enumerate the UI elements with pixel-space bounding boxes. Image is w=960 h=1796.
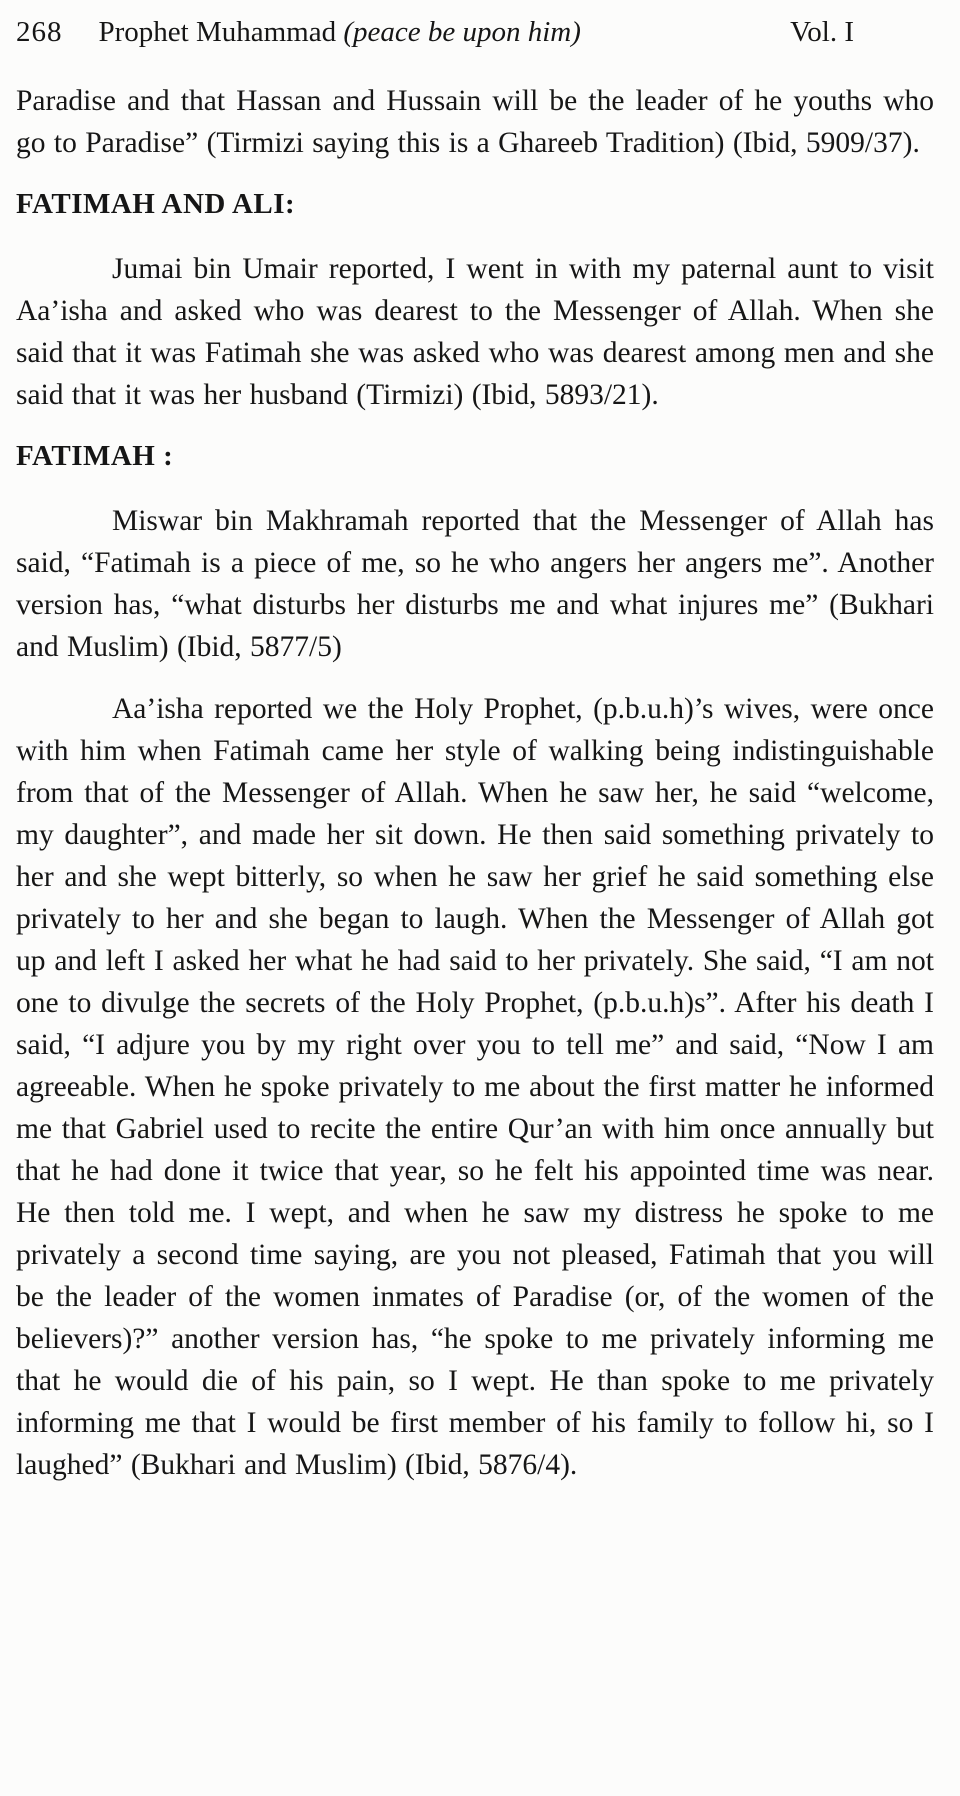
paragraph-continuation: Paradise and that Hassan and Hussain will be the leader of he youths who go to Paradise” (Tirmizi saying this is a Ghareeb Tradition) (Ibid, 5909/37). [16,85,934,159]
page-number: 268 [16,16,63,48]
volume-label: Vol. I [790,16,854,48]
running-title-italic: (peace be upon him) [343,16,581,48]
page-header [16,12,934,52]
section-heading-fatimah: FATIMAH : [16,440,174,472]
section-heading-fatimah-and-ali: FATIMAH AND ALI: [16,188,296,220]
paragraph-miswar-bin-makhramah: Miswar bin Makhramah reported that the Messenger of Allah has said, “Fatimah is a piece of me, so he who angers her angers me”. Another version has, “what disturbs her disturbs me and what injures me” (Bukhari and Muslim) (Ibid, 5877/5) [16,505,934,663]
running-title-regular: Prophet Muhammad [98,16,344,48]
running-title [99,12,581,52]
paragraph-aaisha-report: Aa’isha reported we the Holy Prophet, (p.b.u.h)’s wives, were once with him when Fatimah came her style of walking being indistinguishable from that of the Messenger of Allah. When he saw her, he said “welcome, my daughter”, and made her sit down. He then said something privately to her and she wept bitterly, so when he saw her grief he said something else privately to her and she began to laugh. When the Messenger of Allah got up and left I asked her what he had said to her privately. She said, “I am not one to divulge the secrets of the Holy Prophet, (p.b.u.h)s”. After his death I said, “I adjure you by my right over you to tell me” and said, “Now I am agreeable. When he spoke privately to me about the first matter he informed me that Gabriel used to recite the entire Qur’an with him once annually but that he had done it twice that year, so he felt his appointed time was near. He then told me. I wept, and when he saw my distress he spoke to me privately a second time saying, are you not pleased, Fatimah that you will be the leader of the women inmates of Paradise (or, of the women of the believers)?” another version has, “he spoke to me privately informing me that he would die of his pain, so I wept. He than spoke to me privately informing me that I would be first member of his family to follow hi, so I laughed” (Bukhari and Muslim) (Ibid, 5876/4). [16,693,934,1481]
paragraph-jumai-bin-umair: Jumai bin Umair reported, I went in with my paternal aunt to visit Aa’isha and asked who was dearest to the Messenger of Allah. When she said that it was Fatimah she was asked who was dearest among men and she said that it was her husband (Tirmizi) (Ibid, 5893/21). [16,253,934,411]
